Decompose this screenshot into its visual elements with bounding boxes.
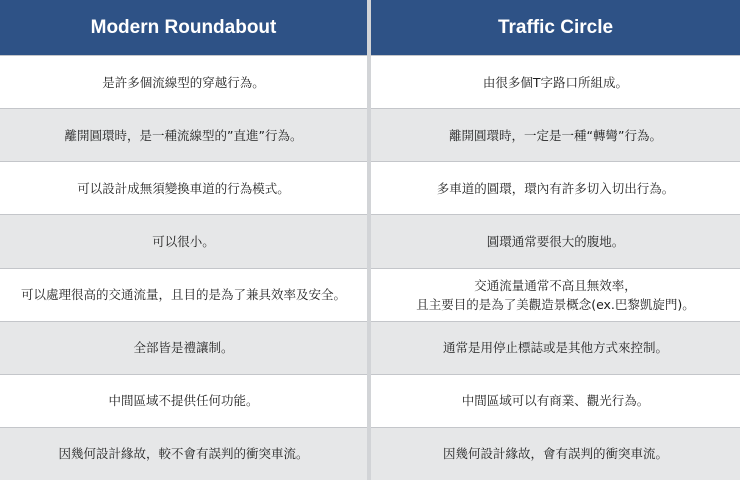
table-cell-traffic-circle: 圓環通常要很大的腹地。 (371, 214, 740, 267)
table-cell-traffic-circle: 交通流量通常不高且無效率， 且主要目的是為了美觀造景概念(ex.巴黎凱旋門)。 (371, 268, 740, 321)
table-cell-roundabout: 可以設計成無須變換車道的行為模式。 (0, 161, 367, 214)
table-cell-traffic-circle: 通常是用停止標誌或是其他方式來控制。 (371, 321, 740, 374)
table-cell-roundabout: 可以很小。 (0, 214, 367, 267)
table-cell-traffic-circle: 因幾何設計緣故，會有誤判的衝突車流。 (371, 427, 740, 480)
column-header-traffic-circle: Traffic Circle (371, 0, 740, 55)
table-cell-traffic-circle: 離開圓環時，一定是一種“轉彎”行為。 (371, 108, 740, 161)
table-cell-traffic-circle: 中間區域可以有商業、觀光行為。 (371, 374, 740, 427)
table-cell-traffic-circle: 由很多個T字路口所組成。 (371, 55, 740, 108)
column-header-modern-roundabout: Modern Roundabout (0, 0, 367, 55)
table-cell-roundabout: 是許多個流線型的穿越行為。 (0, 55, 367, 108)
table-cell-roundabout: 因幾何設計緣故，較不會有誤判的衝突車流。 (0, 427, 367, 480)
table-cell-roundabout: 中間區域不提供任何功能。 (0, 374, 367, 427)
table-cell-traffic-circle: 多車道的圓環，環內有許多切入切出行為。 (371, 161, 740, 214)
table-cell-roundabout: 全部皆是禮讓制。 (0, 321, 367, 374)
table-cell-roundabout: 離開圓環時，是一種流線型的”直進”行為。 (0, 108, 367, 161)
table-cell-roundabout: 可以處理很高的交通流量，且目的是為了兼具效率及安全。 (0, 268, 367, 321)
